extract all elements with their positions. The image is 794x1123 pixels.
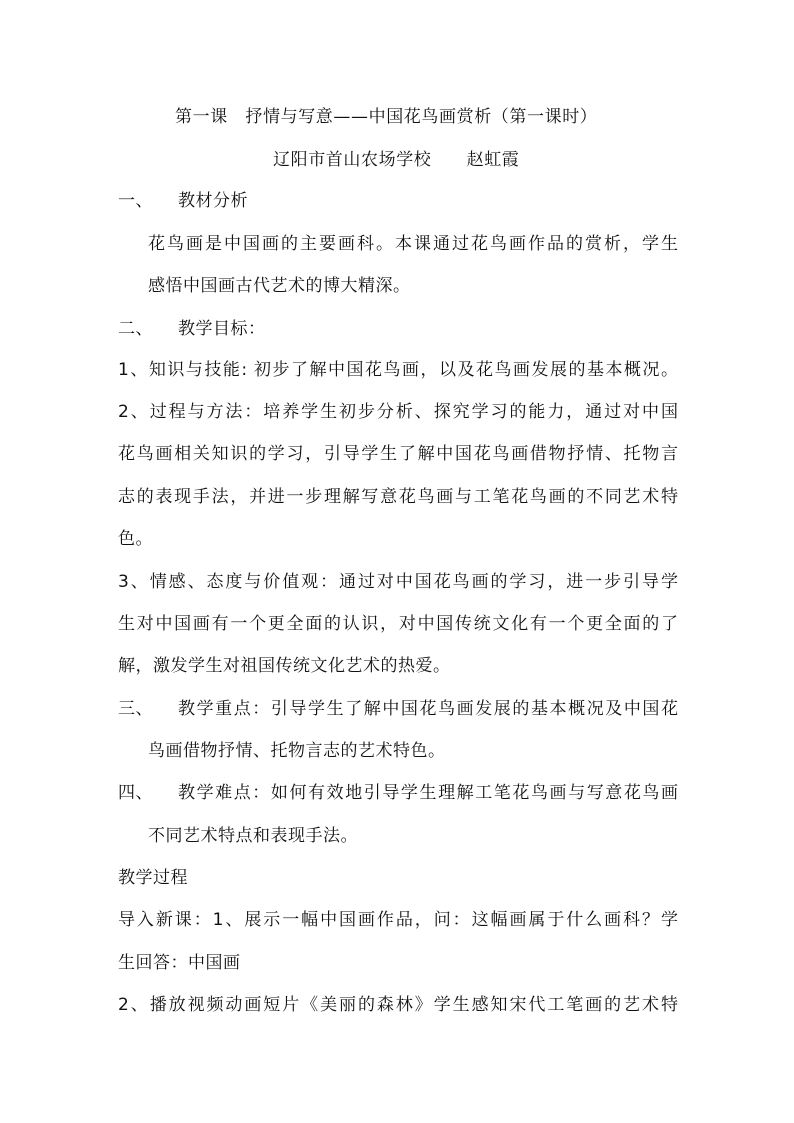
objective-2-line-2: 花鸟画相关知识的学习，引导学生了解中国花鸟画借物抒情、托物言 <box>118 444 678 464</box>
section-3-number: 三、 <box>118 699 153 719</box>
section-1-body-line-1: 花鸟画是中国画的主要画科。本课通过花鸟画作品的赏析，学生 <box>148 234 678 254</box>
objective-3-line-3: 解，激发学生对祖国传统文化艺术的热爱。 <box>118 656 451 676</box>
section-1-heading: 教材分析 <box>178 191 248 211</box>
page-title: 第一课 抒情与写意——中国花鸟画赏析（第一课时） <box>175 107 598 127</box>
author-line: 辽阳市首山农场学校 赵虹霞 <box>273 150 520 170</box>
objective-2-line-4: 色。 <box>118 529 153 549</box>
objective-1-line-1: 1、知识与技能: 初步了解中国花鸟画，以及花鸟画发展的基本概况。 <box>118 360 678 380</box>
objective-3-line-1: 3、情感、态度与价值观：通过对中国花鸟画的学习，进一步引导学 <box>118 572 678 592</box>
section-3-line-2: 鸟画借物抒情、托物言志的艺术特色。 <box>148 741 446 761</box>
section-3-line-1: 教学重点：引导学生了解中国花鸟画发展的基本概况及中国花 <box>178 699 678 719</box>
section-4-line-2: 不同艺术特点和表现手法。 <box>148 826 358 846</box>
process-heading: 教学过程 <box>118 868 188 888</box>
objective-3-line-2: 生对中国画有一个更全面的认识，对中国传统文化有一个更全面的了 <box>118 614 678 634</box>
section-2-heading: 教学目标： <box>178 319 266 339</box>
section-1-body-line-2: 感悟中国画古代艺术的博大精深。 <box>148 276 411 296</box>
section-4-number: 四、 <box>118 783 153 803</box>
process-line-1: 导入新课：1、展示一幅中国画作品，问：这幅画属于什么画科？学 <box>118 910 678 930</box>
section-1-number: 一、 <box>118 191 153 211</box>
process-line-3: 2、播放视频动画短片《美丽的森林》学生感知宋代工笔画的艺术特 <box>118 995 678 1015</box>
process-line-2: 生回答：中国画 <box>118 953 241 973</box>
objective-2-line-3: 志的表现手法，并进一步理解写意花鸟画与工笔花鸟画的不同艺术特 <box>118 487 678 507</box>
section-2-number: 二、 <box>118 319 153 339</box>
objective-2-line-1: 2、过程与方法：培养学生初步分析、探究学习的能力，通过对中国 <box>118 402 678 422</box>
section-4-line-1: 教学难点：如何有效地引导学生理解工笔花鸟画与写意花鸟画 <box>178 783 678 803</box>
